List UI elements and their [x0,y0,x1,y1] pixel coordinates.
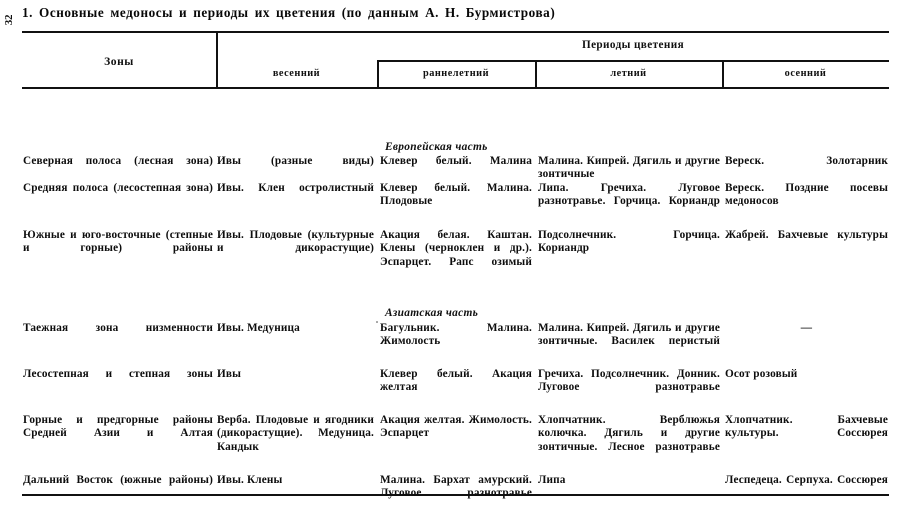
table-caption: 1. Основные медоносы и периоды их цветения (по данным А. Н. Бурмистрова) [22,5,556,20]
column-divider-1 [216,32,218,88]
cell-zone: Южные и юго-восточные (степные и горные) районы [23,229,213,255]
header-column-early-summer: раннелетний [422,68,489,79]
section-label-asian: Азиатская часть [385,307,479,319]
cell-zone: Северная полоса (лесная зона) [23,155,213,167]
cell-summer: Малина. Кипрей. Дягиль и другие зонтичные. Василек перистый [538,322,720,348]
honey-plants-table [22,31,889,500]
header-column-autumn: осенний [784,68,827,79]
cell-spring: Ивы (разные виды) [217,155,374,167]
cell-early-summer: Малина. Бархат амурский. Луговое разнотравье [380,474,532,500]
cell-autumn: Вереск. Поздние посевы медоносов [725,182,888,208]
cell-summer: Липа [538,474,566,486]
section-label-european: Европейская часть [385,141,488,153]
cell-autumn: — [800,322,813,334]
cell-early-summer: Акация белая. Каштан. Клены (черноклен и др.). Эспарцет. Рапс озимый [380,229,532,268]
cell-spring: Ивы [217,368,242,380]
cell-autumn: Хлопчатник. Бахчевые культуры. Соссюрея [725,414,888,440]
cell-early-summer: Клевер белый. Малина [380,155,532,167]
cell-spring: Верба. Плодовые и ягодники (дикорастущие). Медуница. Кандык [217,414,374,453]
header-periods-group: Периоды цветения [581,39,685,51]
cell-spring: Ивы. Клен остролистный [217,182,374,194]
cell-autumn: Леспедеца. Серпуха. Соссюрея [725,474,888,486]
periods-group-rule [377,60,889,62]
cell-early-summer: Багульник. Малина. Жимолость [380,322,532,348]
cell-summer: Липа. Гречиха. Луговое разнотравье. Горчица. Кориандр [538,182,720,208]
cell-autumn: Осот розовый [725,368,798,380]
cell-early-summer: Клевер белый. Акация желтая [380,368,532,394]
cell-zone: Горные и предгорные районы Средней Азии и Алтая [23,414,213,440]
table-body [22,89,889,500]
cell-zone: Дальний Восток (южные районы) [23,474,213,486]
cell-summer: Гречиха. Подсолнечник. Донник. Луговое разнотравье [538,368,720,394]
header-zones: Зоны [104,55,134,68]
cell-zone: Лесостепная и степная зоны [23,368,213,380]
cell-spring: Ивы. Плодовые (культурные и дикорастущие) [217,229,374,255]
cell-early-summer: Акация желтая. Жимолость. Эспарцет [380,414,532,440]
cell-spring: Ивы. Клены [217,474,283,486]
cell-zone: Средняя полоса (лесостепная зона) [23,182,213,194]
page-number: 32 [3,14,15,26]
cell-autumn: Жабрей. Бахчевые культуры [725,229,888,241]
cell-zone: Таежная зона низменности [23,322,213,334]
table-top-rule [22,31,889,33]
cell-summer: Хлопчатник. Верблюжья колючка. Дягиль и другие зонтичные. Лесное разнотравье [538,414,720,453]
cell-summer: Малина. Кипрей. Дягиль и другие зонтичные [538,155,720,181]
cell-autumn: Вереск. Золотарник [725,155,888,167]
header-column-spring: весенний [272,68,321,79]
header-column-summer: летний [610,68,647,79]
cell-spring: Ивы. Медуница [217,322,300,334]
cell-summer: Подсолнечник. Горчица. Кориандр [538,229,720,255]
cell-early-summer: Клевер белый. Малина. Плодовые [380,182,532,208]
